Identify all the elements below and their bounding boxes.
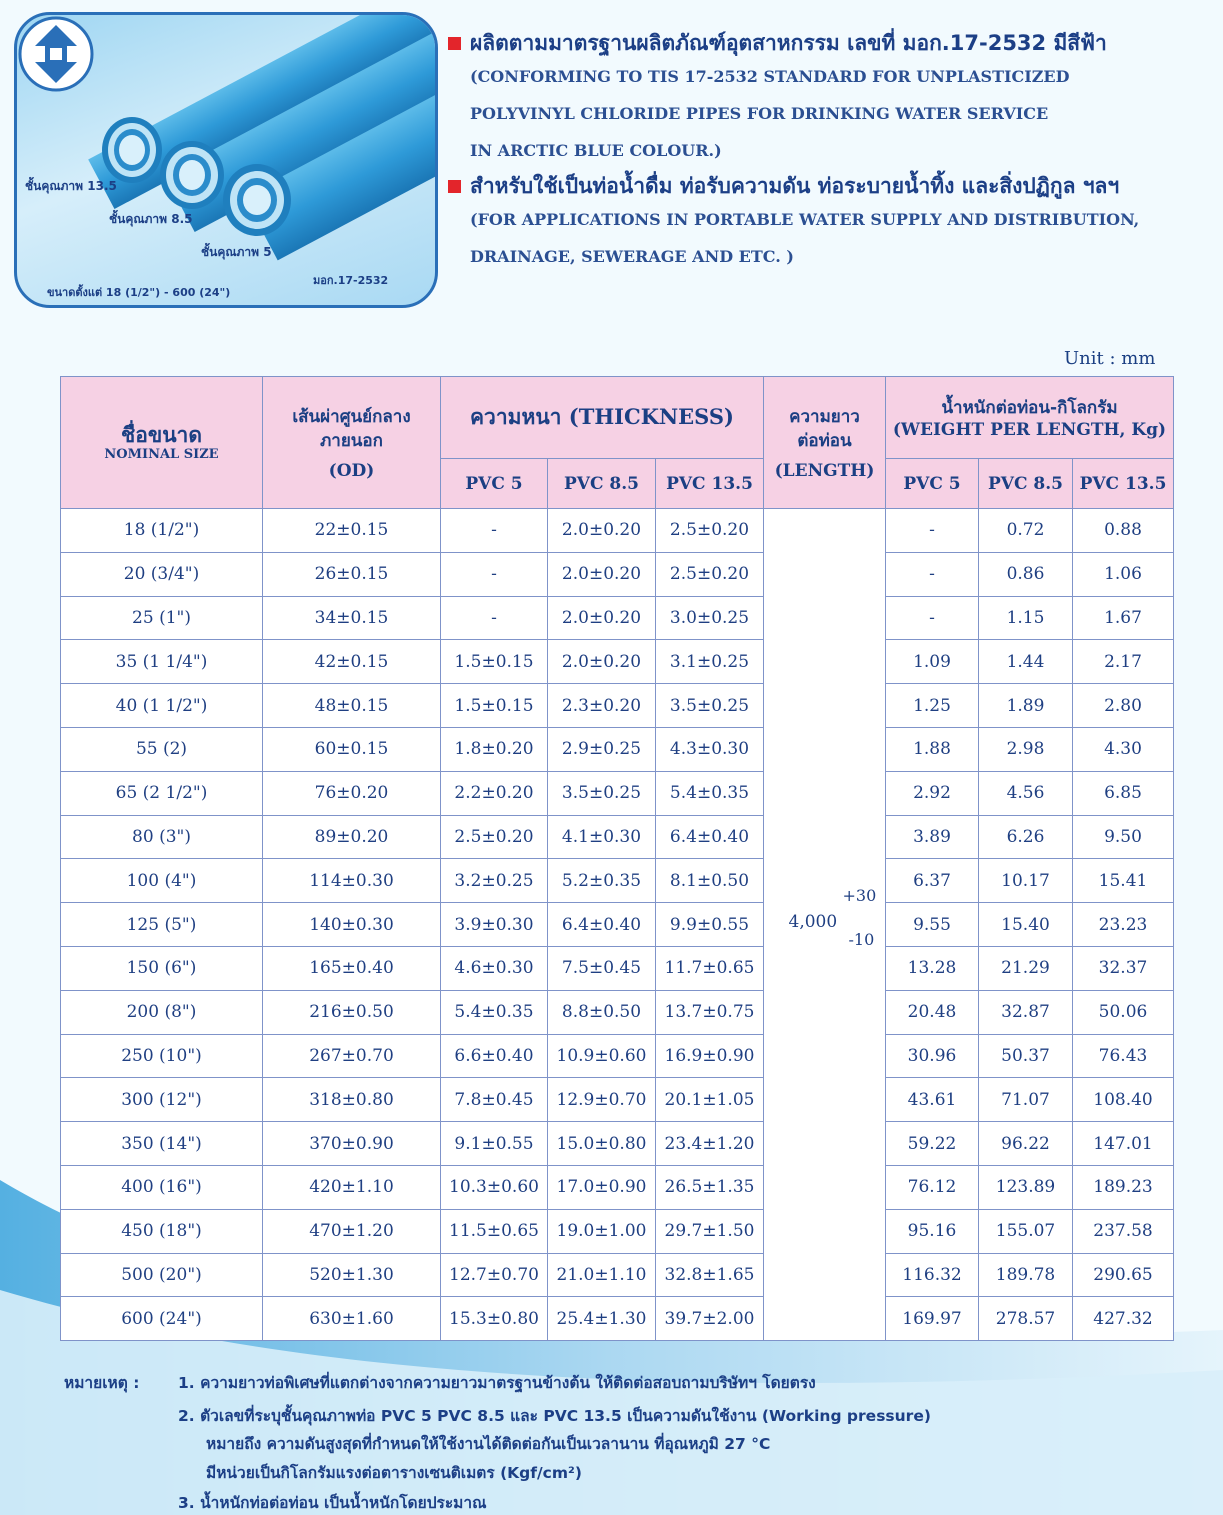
cell-w5: 95.16	[886, 1209, 979, 1253]
header-weight-pvc5: PVC 5	[886, 459, 979, 509]
cell-od: 34±0.15	[263, 596, 441, 640]
cell-w135: 50.06	[1073, 990, 1174, 1034]
cell-w135: 108.40	[1073, 1078, 1174, 1122]
cell-t135: 23.4±1.20	[656, 1122, 764, 1166]
cell-w135: 147.01	[1073, 1122, 1174, 1166]
cell-w85: 1.89	[979, 684, 1073, 728]
pipe-spec-rows	[61, 509, 1174, 1341]
cell-t85: 15.0±0.80	[548, 1122, 656, 1166]
cell-t135: 8.1±0.50	[656, 859, 764, 903]
table-row	[61, 727, 1174, 771]
cell-w5: 13.28	[886, 946, 979, 990]
header-thickness-pvc5: PVC 5	[441, 459, 548, 509]
cell-t5: 2.5±0.20	[441, 815, 548, 859]
cell-od: 140±0.30	[263, 903, 441, 947]
cell-w135: 4.30	[1073, 727, 1174, 771]
length-tolerance-plus: +30	[842, 886, 877, 906]
pipe-end-small	[223, 164, 291, 236]
header-od-thai-2: ภายนอก	[320, 430, 383, 451]
pipe-end-large	[102, 117, 162, 183]
cell-t5: 1.5±0.15	[441, 640, 548, 684]
cell-w85: 2.98	[979, 727, 1073, 771]
cell-w5: 9.55	[886, 903, 979, 947]
cell-w135: 23.23	[1073, 903, 1174, 947]
cell-t135: 16.9±0.90	[656, 1034, 764, 1078]
bullet-applications	[442, 171, 1212, 275]
cell-t5: 4.6±0.30	[441, 946, 548, 990]
pipe-end-medium	[160, 141, 224, 209]
cell-w85: 0.86	[979, 552, 1073, 596]
cell-od: 420±1.10	[263, 1165, 441, 1209]
cell-t85: 3.5±0.25	[548, 771, 656, 815]
cell-w5: 6.37	[886, 859, 979, 903]
cell-size: 80 (3")	[61, 815, 263, 859]
cell-t85: 5.2±0.35	[548, 859, 656, 903]
bullet-applications-en-2: DRAINAGE, SEWERAGE AND ETC. )	[470, 247, 794, 266]
cell-od: 216±0.50	[263, 990, 441, 1034]
note-item-1: 1. ความยาวท่อพิเศษที่แตกต่างจากความยาวมาตรฐานข้างต้น ให้ติดต่อสอบถามบริษัทฯ โดยตรง	[178, 1374, 816, 1392]
cell-od: 267±0.70	[263, 1034, 441, 1078]
table-row	[61, 509, 1174, 553]
cell-t5: -	[441, 596, 548, 640]
cell-size: 500 (20")	[61, 1253, 263, 1297]
cell-t135: 2.5±0.20	[656, 552, 764, 596]
cell-length	[764, 509, 886, 1341]
cell-od: 114±0.30	[263, 859, 441, 903]
header-od-en: (OD)	[328, 460, 375, 481]
cell-t135: 13.7±0.75	[656, 990, 764, 1034]
table-row	[61, 1165, 1174, 1209]
cell-t5: -	[441, 552, 548, 596]
bullet-standard-en-1: (CONFORMING TO TIS 17-2532 STANDARD FOR UNPLASTICIZED	[470, 67, 1070, 86]
bullet-standard	[442, 28, 1212, 169]
cell-w135: 290.65	[1073, 1253, 1174, 1297]
table-row	[61, 946, 1174, 990]
cell-w135: 427.32	[1073, 1297, 1174, 1341]
cell-od: 165±0.40	[263, 946, 441, 990]
cell-size: 250 (10")	[61, 1034, 263, 1078]
cell-t5: 1.5±0.15	[441, 684, 548, 728]
cell-t85: 21.0±1.10	[548, 1253, 656, 1297]
cell-t5: 1.8±0.20	[441, 727, 548, 771]
red-square-bullet-icon	[448, 37, 461, 50]
cell-od: 318±0.80	[263, 1078, 441, 1122]
length-tolerance-minus: -10	[848, 930, 875, 950]
table-row	[61, 596, 1174, 640]
cell-w5: 20.48	[886, 990, 979, 1034]
cell-t135: 29.7±1.50	[656, 1209, 764, 1253]
cell-w135: 2.17	[1073, 640, 1174, 684]
cell-t85: 25.4±1.30	[548, 1297, 656, 1341]
cell-t135: 3.5±0.25	[656, 684, 764, 728]
cell-t85: 17.0±0.90	[548, 1165, 656, 1209]
pipe-spec-table	[60, 376, 1174, 1341]
cell-od: 89±0.20	[263, 815, 441, 859]
cell-size: 450 (18")	[61, 1209, 263, 1253]
header-nominal-thai: ชื่อขนาด	[120, 423, 202, 447]
cell-t5: 15.3±0.80	[441, 1297, 548, 1341]
note-item-2: 2. ตัวเลขที่ระบุชั้นคุณภาพท่อ PVC 5 PVC 8.5 และ PVC 13.5 เป็นความดันใช้งาน (Working pressure)	[178, 1407, 931, 1425]
cell-size: 40 (1 1/2")	[61, 684, 263, 728]
cell-size: 300 (12")	[61, 1078, 263, 1122]
cell-w85: 32.87	[979, 990, 1073, 1034]
cell-w85: 21.29	[979, 946, 1073, 990]
cell-w85: 1.44	[979, 640, 1073, 684]
cell-w5: -	[886, 596, 979, 640]
cell-t85: 8.8±0.50	[548, 990, 656, 1034]
cell-od: 42±0.15	[263, 640, 441, 684]
cell-w5: 2.92	[886, 771, 979, 815]
cell-w85: 4.56	[979, 771, 1073, 815]
header-nominal-en: NOMINAL SIZE	[104, 447, 219, 462]
cell-t85: 4.1±0.30	[548, 815, 656, 859]
header-weight-thai: น้ำหนักต่อท่อน-กิโลกรัม	[941, 397, 1118, 418]
table-row	[61, 815, 1174, 859]
cell-t135: 4.3±0.30	[656, 727, 764, 771]
cell-w5: 59.22	[886, 1122, 979, 1166]
table-row	[61, 640, 1174, 684]
cell-w85: 50.37	[979, 1034, 1073, 1078]
cell-w85: 123.89	[979, 1165, 1073, 1209]
cell-w135: 1.67	[1073, 596, 1174, 640]
grade-label-13-5: ชั้นคุณภาพ 13.5	[25, 179, 117, 193]
cell-od: 26±0.15	[263, 552, 441, 596]
cell-t85: 2.0±0.20	[548, 552, 656, 596]
cell-t135: 32.8±1.65	[656, 1253, 764, 1297]
table-row	[61, 859, 1174, 903]
cell-w85: 6.26	[979, 815, 1073, 859]
cell-w85: 1.15	[979, 596, 1073, 640]
header-length	[764, 377, 886, 509]
cell-w85: 71.07	[979, 1078, 1073, 1122]
note-item-3: 3. น้ำหนักท่อต่อท่อน เป็นน้ำหนักโดยประมาณ	[178, 1494, 487, 1512]
length-value-group	[775, 886, 877, 950]
cell-t5: 2.2±0.20	[441, 771, 548, 815]
cell-size: 150 (6")	[61, 946, 263, 990]
bullet-standard-en-2: POLYVINYL CHLORIDE PIPES FOR DRINKING WATER SERVICE	[470, 104, 1049, 123]
cell-t85: 2.0±0.20	[548, 596, 656, 640]
unit-label: Unit : mm	[1064, 348, 1156, 369]
header-weight-en: (WEIGHT PER LENGTH, Kg)	[892, 419, 1167, 440]
cell-w85: 15.40	[979, 903, 1073, 947]
length-value: 4,000	[788, 912, 838, 933]
header-length-thai-1: ความยาว	[789, 406, 860, 427]
cell-t5: 7.8±0.45	[441, 1078, 548, 1122]
table-row	[61, 1122, 1174, 1166]
cell-size: 400 (16")	[61, 1165, 263, 1209]
cell-w5: -	[886, 552, 979, 596]
cell-od: 370±0.90	[263, 1122, 441, 1166]
cell-t85: 6.4±0.40	[548, 903, 656, 947]
cell-w135: 76.43	[1073, 1034, 1174, 1078]
header-thickness-pvc13-5: PVC 13.5	[656, 459, 764, 509]
cell-w85: 10.17	[979, 859, 1073, 903]
cell-t5: 5.4±0.35	[441, 990, 548, 1034]
cell-t85: 7.5±0.45	[548, 946, 656, 990]
cell-t85: 2.0±0.20	[548, 509, 656, 553]
header-weight-pvc13-5: PVC 13.5	[1073, 459, 1174, 509]
cell-w85: 155.07	[979, 1209, 1073, 1253]
grade-label-5: ชั้นคุณภาพ 5	[201, 245, 272, 259]
cell-w85: 189.78	[979, 1253, 1073, 1297]
note-item-2-line-3: มีหน่วยเป็นกิโลกรัมแรงต่อตารางเซนติเมตร (Kgf/cm²)	[206, 1464, 582, 1482]
notes-label: หมายเหตุ :	[64, 1374, 140, 1392]
bullet-applications-thai: สำหรับใช้เป็นท่อน้ำดื่ม ท่อรับความดัน ท่อระบายน้ำทิ้ง และสิ่งปฏิกูล ฯลฯ	[470, 174, 1120, 198]
table-row	[61, 1034, 1174, 1078]
cell-od: 630±1.60	[263, 1297, 441, 1341]
cell-w135: 2.80	[1073, 684, 1174, 728]
cell-size: 100 (4")	[61, 859, 263, 903]
cell-t5: 10.3±0.60	[441, 1165, 548, 1209]
cell-od: 76±0.20	[263, 771, 441, 815]
cell-t135: 2.5±0.20	[656, 509, 764, 553]
cell-t135: 3.1±0.25	[656, 640, 764, 684]
cell-t135: 39.7±2.00	[656, 1297, 764, 1341]
cell-t85: 10.9±0.60	[548, 1034, 656, 1078]
cell-size: 20 (3/4")	[61, 552, 263, 596]
cell-size: 25 (1")	[61, 596, 263, 640]
grade-label-8-5: ชั้นคุณภาพ 8.5	[109, 212, 193, 226]
header-thickness: ความหนา (THICKNESS)	[441, 377, 764, 459]
size-range-label: ขนาดตั้งแต่ 18 (1/2") - 600 (24")	[47, 286, 231, 299]
cell-w135: 15.41	[1073, 859, 1174, 903]
cell-t135: 6.4±0.40	[656, 815, 764, 859]
cell-t85: 12.9±0.70	[548, 1078, 656, 1122]
cell-size: 350 (14")	[61, 1122, 263, 1166]
cell-t5: 12.7±0.70	[441, 1253, 548, 1297]
cell-t135: 5.4±0.35	[656, 771, 764, 815]
cell-od: 48±0.15	[263, 684, 441, 728]
cell-t135: 11.7±0.65	[656, 946, 764, 990]
header-thickness-pvc8-5: PVC 8.5	[548, 459, 656, 509]
cell-w5: 3.89	[886, 815, 979, 859]
cell-t5: 3.9±0.30	[441, 903, 548, 947]
cell-t85: 2.0±0.20	[548, 640, 656, 684]
cell-od: 22±0.15	[263, 509, 441, 553]
cell-t5: 9.1±0.55	[441, 1122, 548, 1166]
cell-od: 60±0.15	[263, 727, 441, 771]
table-row	[61, 771, 1174, 815]
header-nominal-size	[61, 377, 263, 509]
cell-t85: 2.3±0.20	[548, 684, 656, 728]
cell-w135: 189.23	[1073, 1165, 1174, 1209]
cell-w135: 32.37	[1073, 946, 1174, 990]
cell-t5: 3.2±0.25	[441, 859, 548, 903]
bullet-applications-en-1: (FOR APPLICATIONS IN PORTABLE WATER SUPPLY AND DISTRIBUTION,	[470, 210, 1140, 229]
cell-w5: 1.09	[886, 640, 979, 684]
header-weight-pvc8-5: PVC 8.5	[979, 459, 1073, 509]
cell-w5: 1.25	[886, 684, 979, 728]
cell-w85: 278.57	[979, 1297, 1073, 1341]
cell-t5: 11.5±0.65	[441, 1209, 548, 1253]
red-square-bullet-icon	[448, 180, 461, 193]
tis-logo-icon	[17, 15, 95, 93]
cell-size: 600 (24")	[61, 1297, 263, 1341]
cell-w135: 237.58	[1073, 1209, 1174, 1253]
header-length-en: (LENGTH)	[774, 460, 875, 481]
cell-size: 35 (1 1/4")	[61, 640, 263, 684]
cell-w5: 1.88	[886, 727, 979, 771]
table-row	[61, 1297, 1174, 1341]
cell-w135: 0.88	[1073, 509, 1174, 553]
cell-w85: 0.72	[979, 509, 1073, 553]
cell-od: 520±1.30	[263, 1253, 441, 1297]
cell-w5: 169.97	[886, 1297, 979, 1341]
table-row	[61, 1253, 1174, 1297]
cell-size: 18 (1/2")	[61, 509, 263, 553]
table-row	[61, 903, 1174, 947]
feature-bullets	[442, 28, 1212, 275]
cell-size: 125 (5")	[61, 903, 263, 947]
cell-w5: 116.32	[886, 1253, 979, 1297]
cell-w5: -	[886, 509, 979, 553]
cell-w5: 30.96	[886, 1034, 979, 1078]
header-length-thai-2: ต่อท่อน	[797, 430, 852, 451]
bullet-standard-en-3: IN ARCTIC BLUE COLOUR.)	[470, 141, 722, 160]
cell-w135: 1.06	[1073, 552, 1174, 596]
table-row	[61, 552, 1174, 596]
cell-w135: 6.85	[1073, 771, 1174, 815]
cell-od: 470±1.20	[263, 1209, 441, 1253]
cell-t5: -	[441, 509, 548, 553]
cell-t85: 2.9±0.25	[548, 727, 656, 771]
cell-t135: 20.1±1.05	[656, 1078, 764, 1122]
table-row	[61, 1209, 1174, 1253]
bullet-standard-thai: ผลิตตามมาตรฐานผลิตภัณฑ์อุตสาหกรรม เลขที่ มอก.17-2532 มีสีฟ้า	[470, 31, 1107, 55]
cell-size: 65 (2 1/2")	[61, 771, 263, 815]
table-row	[61, 990, 1174, 1034]
cell-size: 55 (2)	[61, 727, 263, 771]
cell-w5: 43.61	[886, 1078, 979, 1122]
cell-w85: 96.22	[979, 1122, 1073, 1166]
header-weight	[886, 377, 1174, 459]
cell-t85: 19.0±1.00	[548, 1209, 656, 1253]
cell-w5: 76.12	[886, 1165, 979, 1209]
header-od-thai-1: เส้นผ่าศูนย์กลาง	[292, 406, 411, 427]
cell-t135: 26.5±1.35	[656, 1165, 764, 1209]
note-item-2-line-2: หมายถึง ความดันสูงสุดที่กำหนดให้ใช้งานได้ติดต่อกันเป็นเวลานาน ที่อุณหภูมิ 27 °C	[206, 1435, 771, 1453]
table-row	[61, 1078, 1174, 1122]
header-od	[263, 377, 441, 509]
cell-size: 200 (8")	[61, 990, 263, 1034]
product-photo-panel	[14, 12, 438, 308]
tis-code-label: มอก.17-2532	[313, 274, 389, 287]
cell-t5: 6.6±0.40	[441, 1034, 548, 1078]
cell-t135: 9.9±0.55	[656, 903, 764, 947]
table-row	[61, 684, 1174, 728]
cell-w135: 9.50	[1073, 815, 1174, 859]
cell-t135: 3.0±0.25	[656, 596, 764, 640]
